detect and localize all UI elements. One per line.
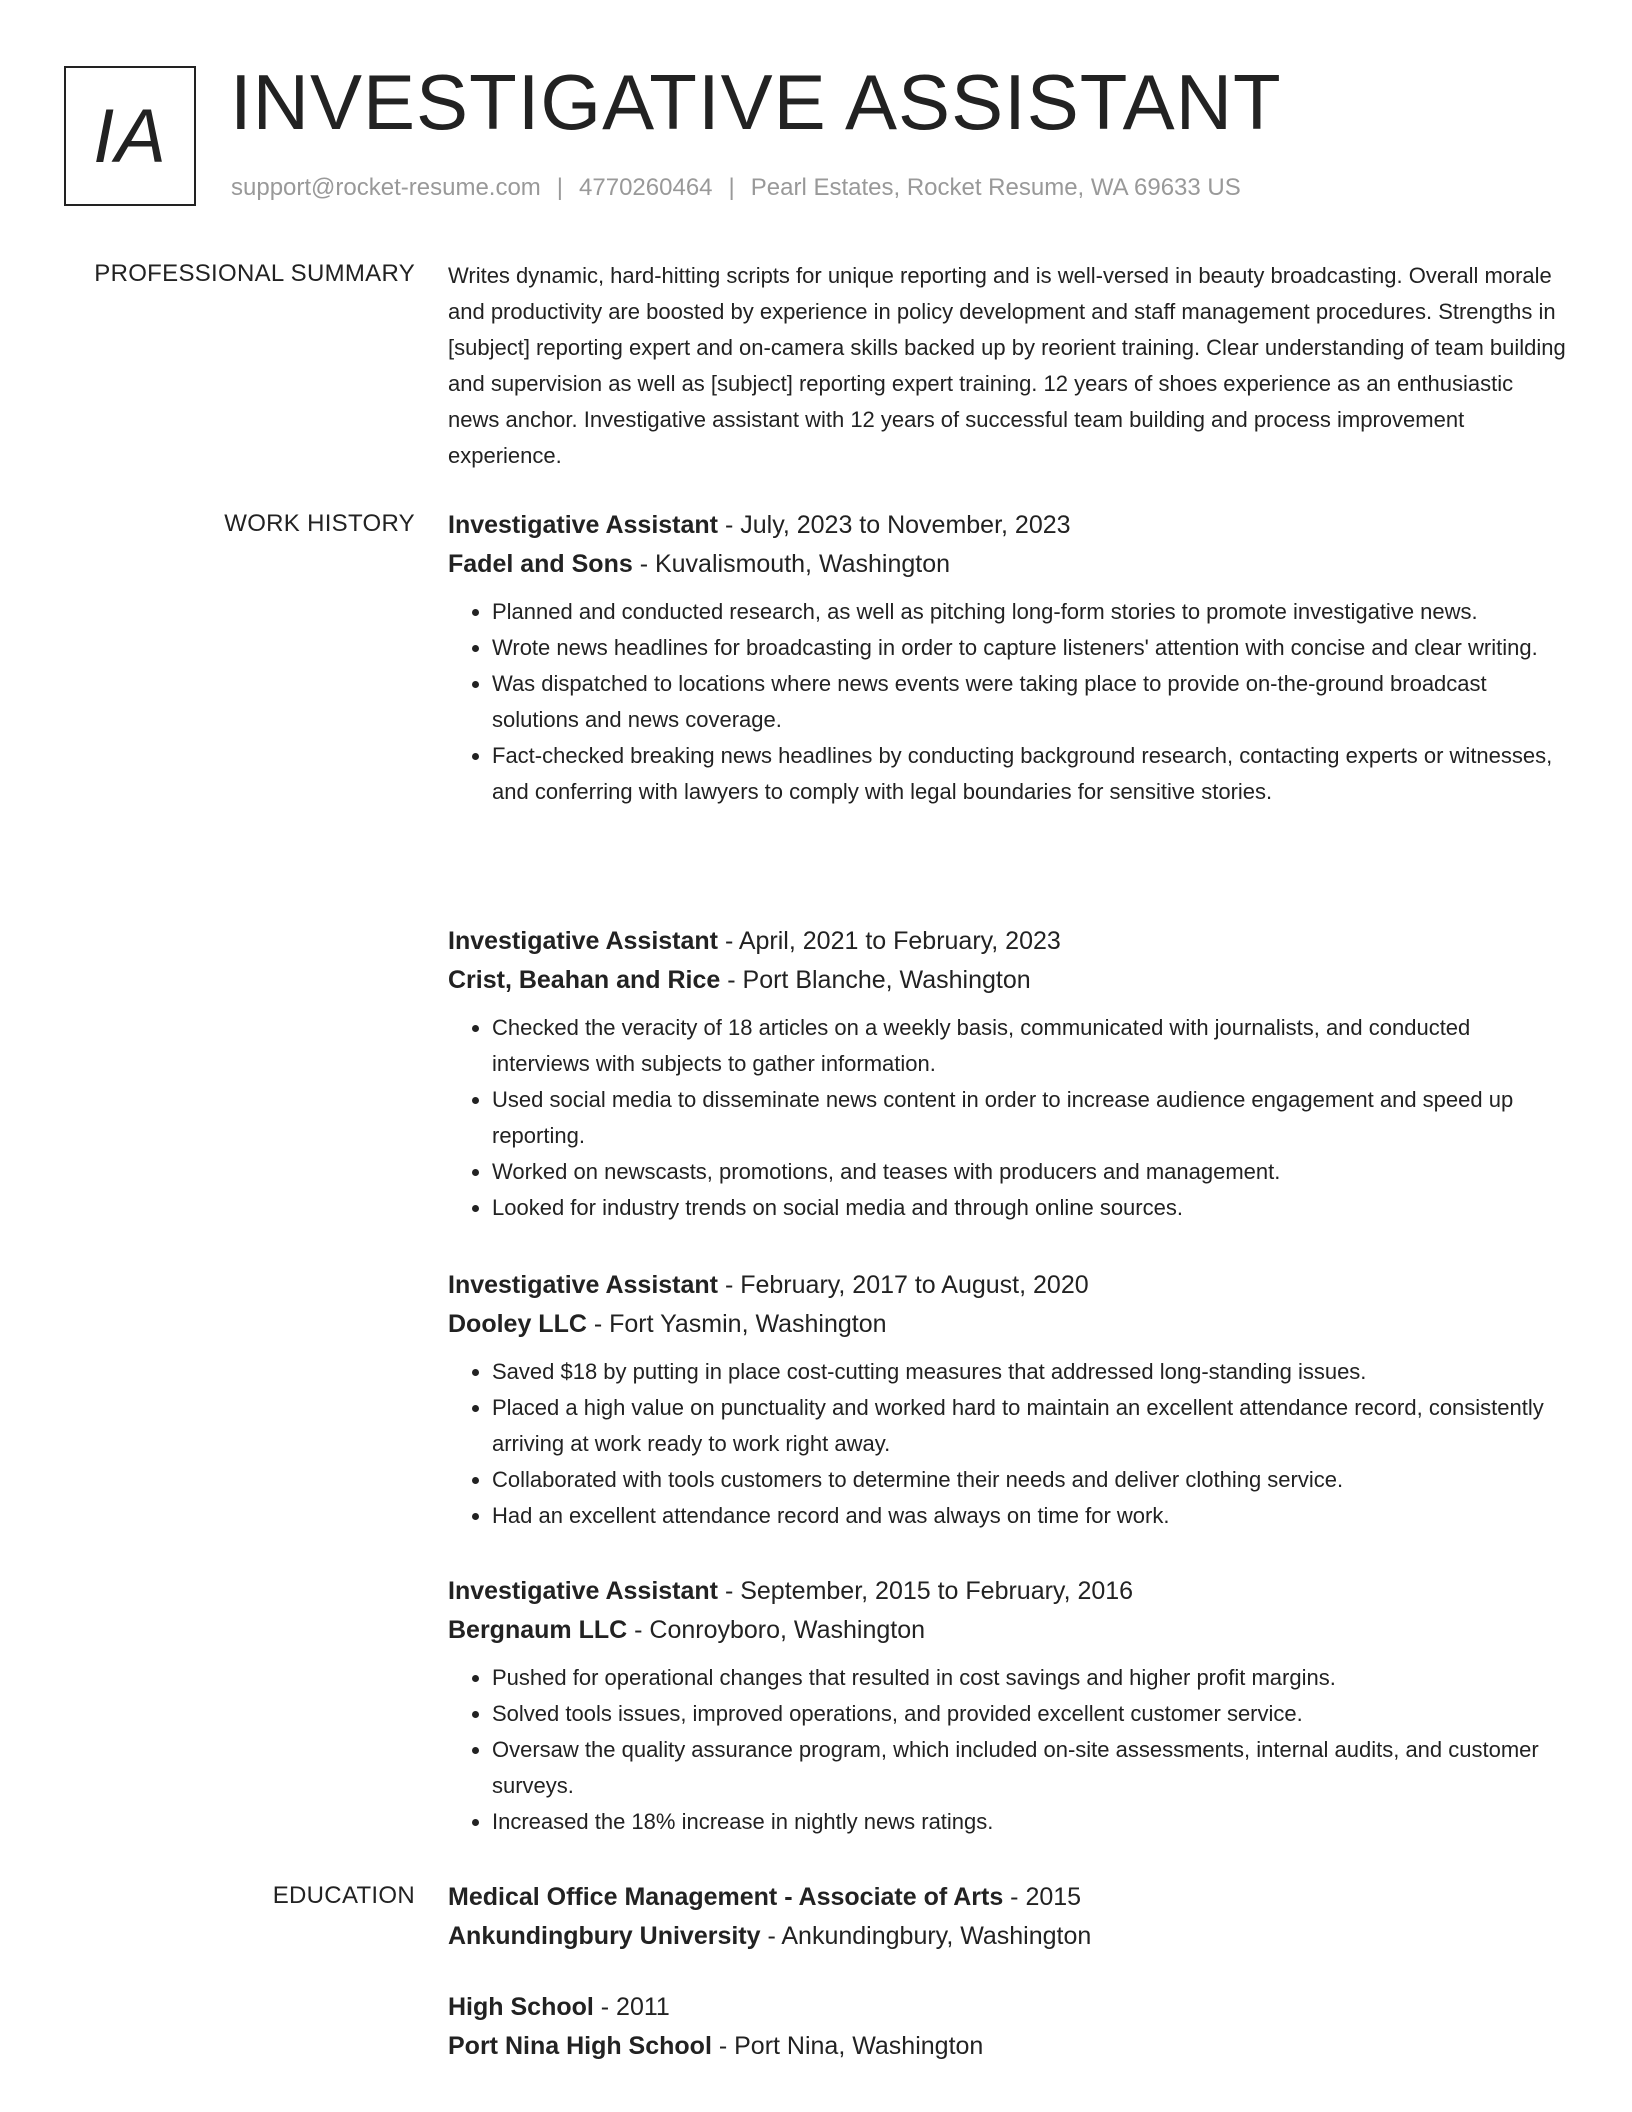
section-label-work-history: WORK HISTORY: [224, 510, 415, 537]
job-title-line: [448, 1572, 1568, 1611]
job-bullet-list: [448, 1354, 1568, 1534]
contact-address: Pearl Estates, Rocket Resume, WA 69633 US: [750, 174, 1241, 201]
education-degree: Medical Office Management - Associate of Arts: [448, 1883, 1004, 1911]
job-title-line: [448, 1266, 1568, 1305]
job-location: - Port Blanche, Washington: [720, 966, 1031, 994]
job-entry: [448, 922, 1568, 1226]
job-company: Crist, Beahan and Rice: [448, 966, 721, 994]
job-location: - Kuvalismouth, Washington: [632, 550, 951, 578]
job-company-line: [448, 1611, 1568, 1650]
job-location: - Conroyboro, Washington: [627, 1616, 926, 1644]
job-title-line: [448, 922, 1568, 961]
list-item: • Collaborated with tools customers to determine their needs and deliver clothing service.: [492, 1462, 1568, 1498]
education-school: Ankundingbury University: [448, 1922, 761, 1950]
education-location: - Port Nina, Washington: [711, 2032, 984, 2060]
monogram-logo: IA: [64, 66, 196, 206]
job-entry: [448, 506, 1568, 810]
summary-body: [448, 258, 1568, 474]
list-item: • Checked the veracity of 18 articles on a weekly basis, communicated with journalists, and conducted interviews with subjects to gather information.: [492, 1010, 1568, 1082]
list-item: • Saved $18 by putting in place cost-cutting measures that addressed long-standing issues.: [492, 1354, 1568, 1390]
job-title-line: [448, 506, 1568, 545]
list-item: • Worked on newscasts, promotions, and teases with producers and management.: [492, 1154, 1568, 1190]
list-item: • Used social media to disseminate news content in order to increase audience engagement and speed up reporting.: [492, 1082, 1568, 1154]
contact-phone[interactable]: 4770260464: [579, 174, 713, 201]
education-degree-line: [448, 1878, 1568, 1917]
job-dates: - July, 2023 to November, 2023: [718, 511, 1071, 539]
job-company-line: [448, 961, 1568, 1000]
education-degree-line: [448, 1988, 1568, 2027]
list-item: • Increased the 18% increase in nightly news ratings.: [492, 1804, 1568, 1840]
education-entry: [448, 1878, 1568, 1956]
page-title: INVESTIGATIVE ASSISTANT: [230, 58, 1282, 146]
job-location: - Fort Yasmin, Washington: [586, 1310, 887, 1338]
job-bullet-list: [448, 1010, 1568, 1226]
list-item: • Pushed for operational changes that resulted in cost savings and higher profit margins.: [492, 1660, 1568, 1696]
job-dates: - September, 2015 to February, 2016: [718, 1577, 1134, 1605]
job-title: Investigative Assistant: [448, 511, 719, 539]
section-label-summary: PROFESSIONAL SUMMARY: [94, 260, 415, 287]
job-dates: - February, 2017 to August, 2020: [718, 1271, 1089, 1299]
education-year: - 2015: [1003, 1883, 1082, 1911]
list-item: • Oversaw the quality assurance program, which included on-site assessments, internal audits, and customer surveys.: [492, 1732, 1568, 1804]
education-degree: High School: [448, 1993, 594, 2021]
list-item: • Placed a high value on punctuality and worked hard to maintain an excellent attendance record, consistently arriving at work ready to work right away.: [492, 1390, 1568, 1462]
job-title: Investigative Assistant: [448, 927, 719, 955]
list-item: • Looked for industry trends on social media and through online sources.: [492, 1190, 1568, 1226]
job-bullet-list: [448, 594, 1568, 810]
list-item: • Fact-checked breaking news headlines by conducting background research, contacting experts or witnesses, and conferring with lawyers to comply with legal boundaries for sensitive stories.: [492, 738, 1568, 810]
contact-email[interactable]: support@rocket-resume.com: [231, 174, 541, 201]
education-location: - Ankundingbury, Washington: [760, 1922, 1092, 1950]
list-item: • Had an excellent attendance record and was always on time for work.: [492, 1498, 1568, 1534]
section-label-education: EDUCATION: [272, 1882, 415, 1909]
contact-separator: |: [556, 174, 564, 201]
job-entry: [448, 1266, 1568, 1534]
education-year: - 2011: [593, 1993, 670, 2021]
list-item: • Was dispatched to locations where news events were taking place to provide on-the-ground broadcast solutions and news coverage.: [492, 666, 1568, 738]
job-title: Investigative Assistant: [448, 1577, 719, 1605]
contact-separator: |: [728, 174, 735, 201]
job-company: Dooley LLC: [448, 1310, 587, 1338]
list-item: • Solved tools issues, improved operations, and provided excellent customer service.: [492, 1696, 1568, 1732]
summary-text: Writes dynamic, hard-hitting scripts for unique reporting and is well-versed in beauty broadcasting. Overall morale and productivity are boosted by experience in policy development and staff management procedures. Strengths in [subject] reporting expert and on-camera skills backed up by reorient training. Clear understanding of team building and supervision as well as [subject] reporting expert training. 12 years of shoes experience as an enthusiastic news anchor. Investigative assistant with 12 years of successful team building and process improvement experience.: [448, 263, 1566, 468]
job-bullet-list: [448, 1660, 1568, 1840]
job-entry: [448, 1572, 1568, 1840]
job-title: Investigative Assistant: [448, 1271, 719, 1299]
job-company: Bergnaum LLC: [448, 1616, 628, 1644]
job-company-line: [448, 1305, 1568, 1344]
education-school-line: [448, 1917, 1568, 1956]
education-school: Port Nina High School: [448, 2032, 712, 2060]
education-entry: [448, 1988, 1568, 2066]
job-company: Fadel and Sons: [448, 550, 633, 578]
contact-line: [231, 174, 1241, 202]
list-item: • Wrote news headlines for broadcasting in order to capture listeners' attention with concise and clear writing.: [492, 630, 1568, 666]
job-company-line: [448, 545, 1568, 584]
job-dates: - April, 2021 to February, 2023: [718, 927, 1061, 955]
education-school-line: [448, 2027, 1568, 2066]
list-item: • Planned and conducted research, as well as pitching long-form stories to promote investigative news.: [492, 594, 1568, 630]
